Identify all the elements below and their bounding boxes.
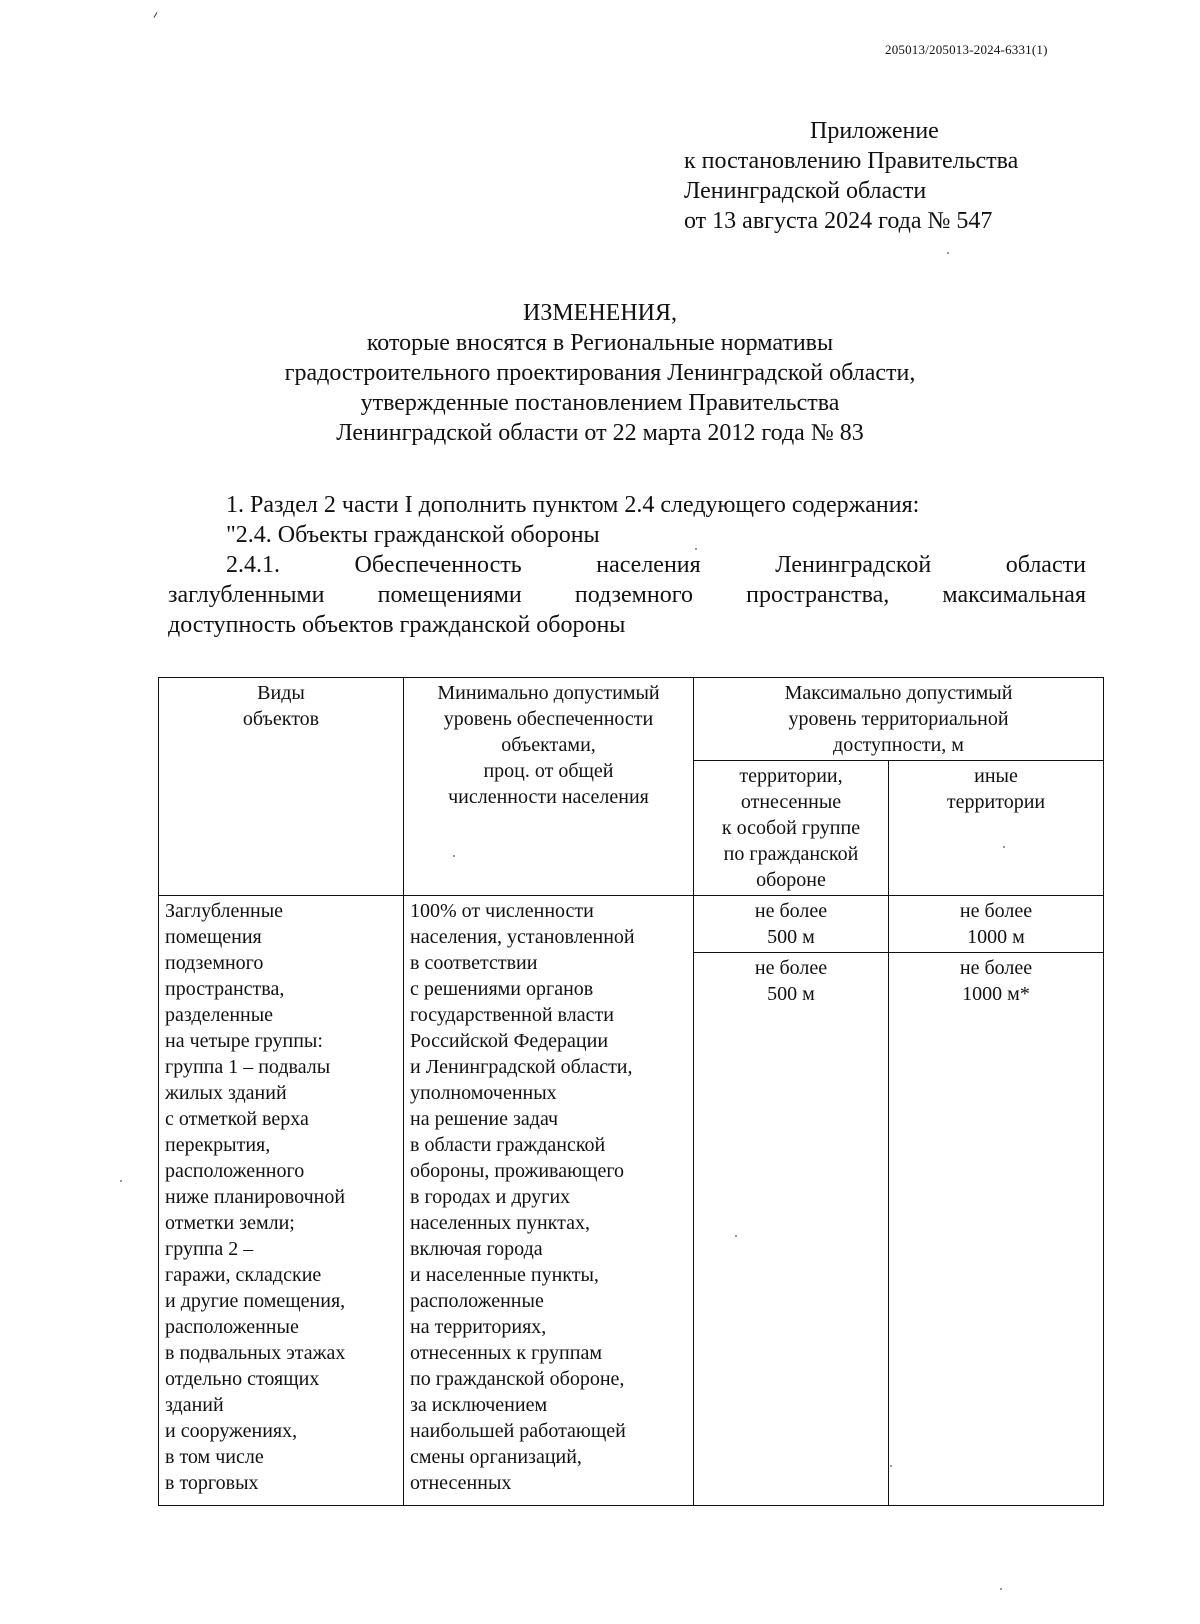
title-line: утвержденные постановлением Правительства: [360, 390, 840, 416]
document-id: 205013/205013-2024-6331(1): [885, 42, 1048, 57]
scan-dot: [947, 252, 949, 254]
cell-access-other-1: не более 1000 м: [889, 896, 1104, 953]
cell-access-special-1: не более 500 м: [694, 896, 889, 953]
paragraph-3-line-1: [168, 550, 1086, 580]
appendix-line: Ленинградской области: [684, 178, 927, 204]
paragraph-2: "2.4. Объекты гражданской обороны: [226, 522, 600, 548]
scan-dot: [735, 1235, 737, 1237]
cell-access-special-2: не более 500 м: [694, 953, 889, 1506]
appendix-line: от 13 августа 2024 года № 547: [684, 208, 993, 234]
word: населения: [596, 552, 701, 578]
scan-dot: [695, 548, 697, 550]
word: области: [1005, 552, 1086, 578]
header-special-territories: территории, отнесенные к особой группе по гражданской обороне: [694, 761, 889, 896]
paragraph-3-line-2: заглубленными помещениями подземного пространства, максимальная: [168, 582, 1086, 608]
title-line: которые вносятся в Региональные нормативы: [366, 330, 834, 356]
standards-table: [158, 677, 1104, 1506]
cell-object-description: Заглубленные помещения подземного пространства, разделенные на четыре группы: группа 1 – подвалы жилых зданий с отметкой верха перекрытия, расположенного ниже планировочной отметки земли; группа 2 – гаражи, складские и другие помещения, расположенные в подвальных этажах отдельно стоящих зданий и сооружениях, в том числе в торговых: [159, 896, 404, 1506]
scan-dot: [1003, 846, 1005, 848]
scan-dot: [1000, 1588, 1002, 1590]
scan-mark: [154, 12, 158, 18]
title-line: градостроительного проектирования Ленинградской области,: [284, 360, 916, 386]
title-line: ИЗМЕНЕНИЯ,: [522, 300, 678, 326]
word: 2.4.1.: [226, 552, 280, 578]
title-line: Ленинградской области от 22 марта 2012 года № 83: [336, 420, 864, 446]
paragraph-3-line-3: доступность объектов гражданской обороны: [168, 612, 626, 638]
appendix-block: [684, 116, 1104, 236]
header-other-territories: иные территории: [889, 761, 1104, 896]
word: Ленинградской: [775, 552, 932, 578]
scan-dot: [890, 1465, 892, 1467]
cell-access-other-2: не более 1000 м*: [889, 953, 1104, 1506]
cell-min-level-value: 100% от численности населения, установленной в соответствии с решениями органов государственной власти Российской Федерации и Ленинградской области, уполномоченных на решение задач в области гражданской обороны, проживающего в городах и других населенных пунктах, включая города и населенные пункты, расположенные на территориях, отнесенных к группам по гражданской обороне, за исключением наибольшей работающей смены организаций, отнесенных: [404, 896, 694, 1506]
document-title: [160, 298, 1040, 448]
paragraph-1: 1. Раздел 2 части I дополнить пунктом 2.4 следующего содержания:: [226, 492, 920, 518]
appendix-line: к постановлению Правительства: [684, 148, 1019, 174]
header-object-types: Виды объектов: [159, 678, 404, 896]
appendix-line: Приложение: [810, 118, 939, 144]
word: Обеспеченность: [354, 552, 522, 578]
scan-dot: [120, 1180, 122, 1182]
header-max-access: Максимально допустимый уровень территориальной доступности, м: [694, 678, 1104, 761]
scan-dot: [453, 855, 455, 857]
header-min-level: Минимально допустимый уровень обеспеченности объектами, проц. от общей численности населения: [404, 678, 694, 896]
body-text: [168, 490, 1086, 640]
